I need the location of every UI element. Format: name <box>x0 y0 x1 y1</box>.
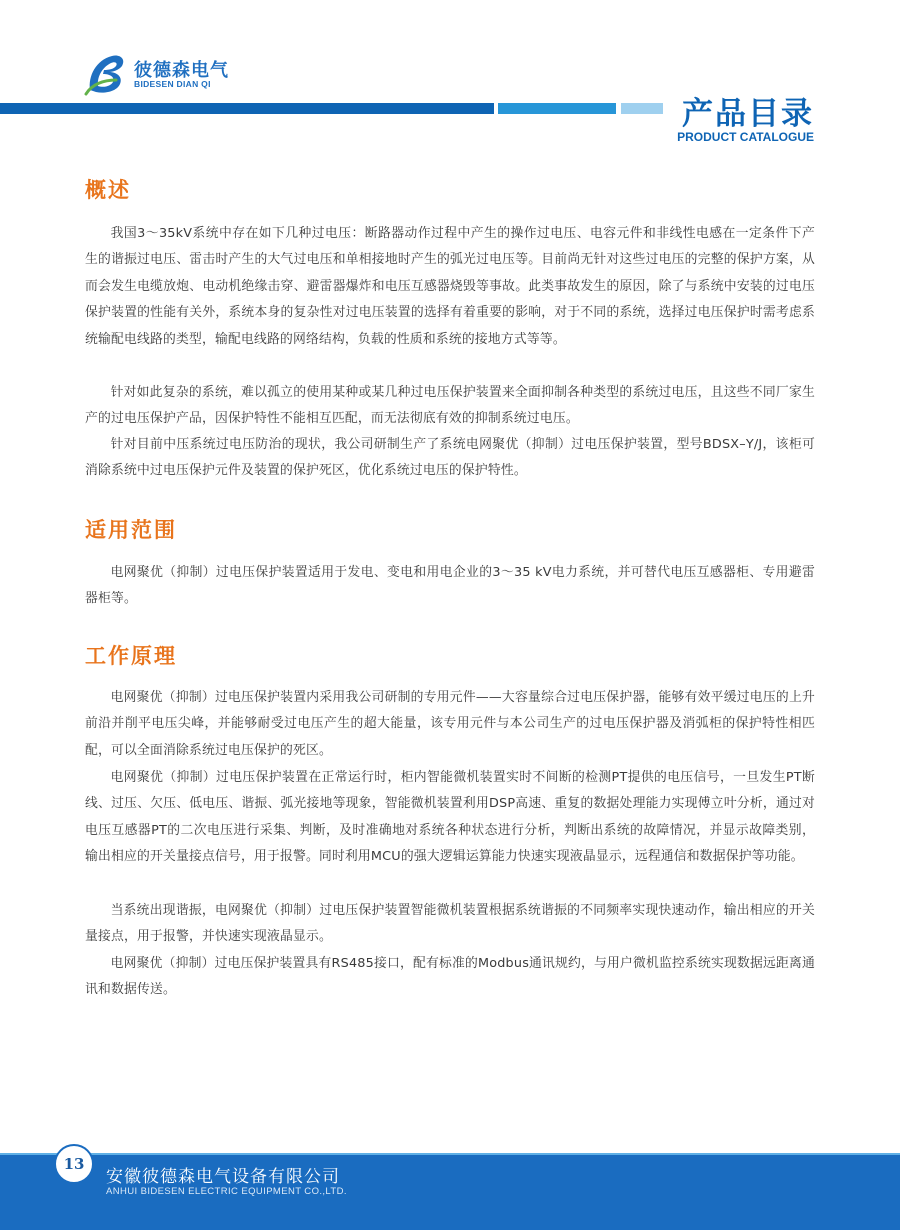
header-bar-dark <box>0 103 494 114</box>
section-title-principle: 工作原理 <box>85 644 177 668</box>
principle-paragraph-3: 当系统出现谐振，电网聚优（抑制）过电压保护装置智能微机装置根据系统谐振的不同频率实现快速动作，输出相应的开关量接点，用于报警，并快速实现液晶显示。 <box>85 903 815 945</box>
overview-paragraph-2: 针对如此复杂的系统，难以孤立的使用某种或某几种过电压保护装置来全面抑制各种类型的系统过电压，且这些不同厂家生产的过电压保护产品，因保护特性不能相互匹配，而无法彻底有效的抑制系统过电压。 <box>85 385 815 427</box>
stylized-b-logo-icon <box>82 50 130 98</box>
catalog-title-en: PRODUCT CATALOGUE <box>677 130 814 144</box>
company-name-en: ANHUI BIDESEN ELECTRIC EQUIPMENT CO.,LTD. <box>106 1186 347 1197</box>
overview-paragraph-3: 针对目前中压系统过电压防治的现状，我公司研制生产了系统电网聚优（抑制）过电压保护装置，型号BDSX–Y/J，该柜可消除系统中过电压保护元件及装置的保护死区，优化系统过电压的保护特性。 <box>85 437 815 479</box>
header-bar-mid <box>498 103 616 114</box>
catalog-title-cn: 产品目录 <box>682 96 814 132</box>
overview-paragraph-1: 我国3～35kV系统中存在如下几种过电压：断路器动作过程中产生的操作过电压、电容元件和非线性电感在一定条件下产生的谐振过电压、雷击时产生的大气过电压和单相接地时产生的弧光过电压等。目前尚无针对这些过电压的完整的保护方案，从而会发生电缆放炮、电动机绝缘击穿、避雷器爆炸和电压互感器烧毁等事故。此类事故发生的原因，除了与系统中安装的过电压保护装置的性能有关外，系统本身的复杂性对过电压装置的选择有着重要的影响，对于不同的系统，选择过电压保护时需考虑系统输配电线路的类型，输配电线路的网络结构，负载的性质和系统的接地方式等等。 <box>85 226 815 347</box>
header-bar-light <box>621 103 663 114</box>
scope-paragraph-1: 电网聚优（抑制）过电压保护装置适用于发电、变电和用电企业的3～35 kV电力系统，并可替代电压互感器柜、专用避雷器柜等。 <box>85 565 815 607</box>
brand-name-cn: 彼德森电气 <box>134 60 229 81</box>
section-title-overview: 概述 <box>85 178 131 202</box>
brand-name-en: BIDESEN DIAN QI <box>134 79 211 89</box>
company-logo <box>82 50 242 98</box>
page-number: 13 <box>54 1144 94 1184</box>
footer-stripe <box>0 1153 900 1155</box>
principle-paragraph-1: 电网聚优（抑制）过电压保护装置内采用我公司研制的专用元件——大容量综合过电压保护器，能够有效平缓过电压的上升前沿并削平电压尖峰，并能够耐受过电压产生的超大能量，该专用元件与本公司生产的过电压保护器及消弧柜的保护特性相匹配，可以全面消除系统过电压保护的死区。 <box>85 690 815 758</box>
principle-paragraph-4: 电网聚优（抑制）过电压保护装置具有RS485接口，配有标准的Modbus通讯规约，与用户微机监控系统实现数据远距离通讯和数据传送。 <box>85 956 815 998</box>
company-name-cn: 安徽彼德森电气设备有限公司 <box>106 1167 340 1187</box>
section-title-scope: 适用范围 <box>85 518 177 542</box>
principle-paragraph-2: 电网聚优（抑制）过电压保护装置在正常运行时，柜内智能微机装置实时不间断的检测PT提供的电压信号，一旦发生PT断线、过压、欠压、低电压、谐振、弧光接地等现象，智能微机装置利用DSP高速、重复的数据处理能力实现傅立叶分析，通过对电压互感器PT的二次电压进行采集、判断，及时准确地对系统各种状态进行分析，判断出系统的故障情况，并显示故障类别，输出相应的开关量接点信号，用于报警。同时利用MCU的强大逻辑运算能力快速实现液晶显示，远程通信和数据保护等功能。 <box>85 770 815 865</box>
